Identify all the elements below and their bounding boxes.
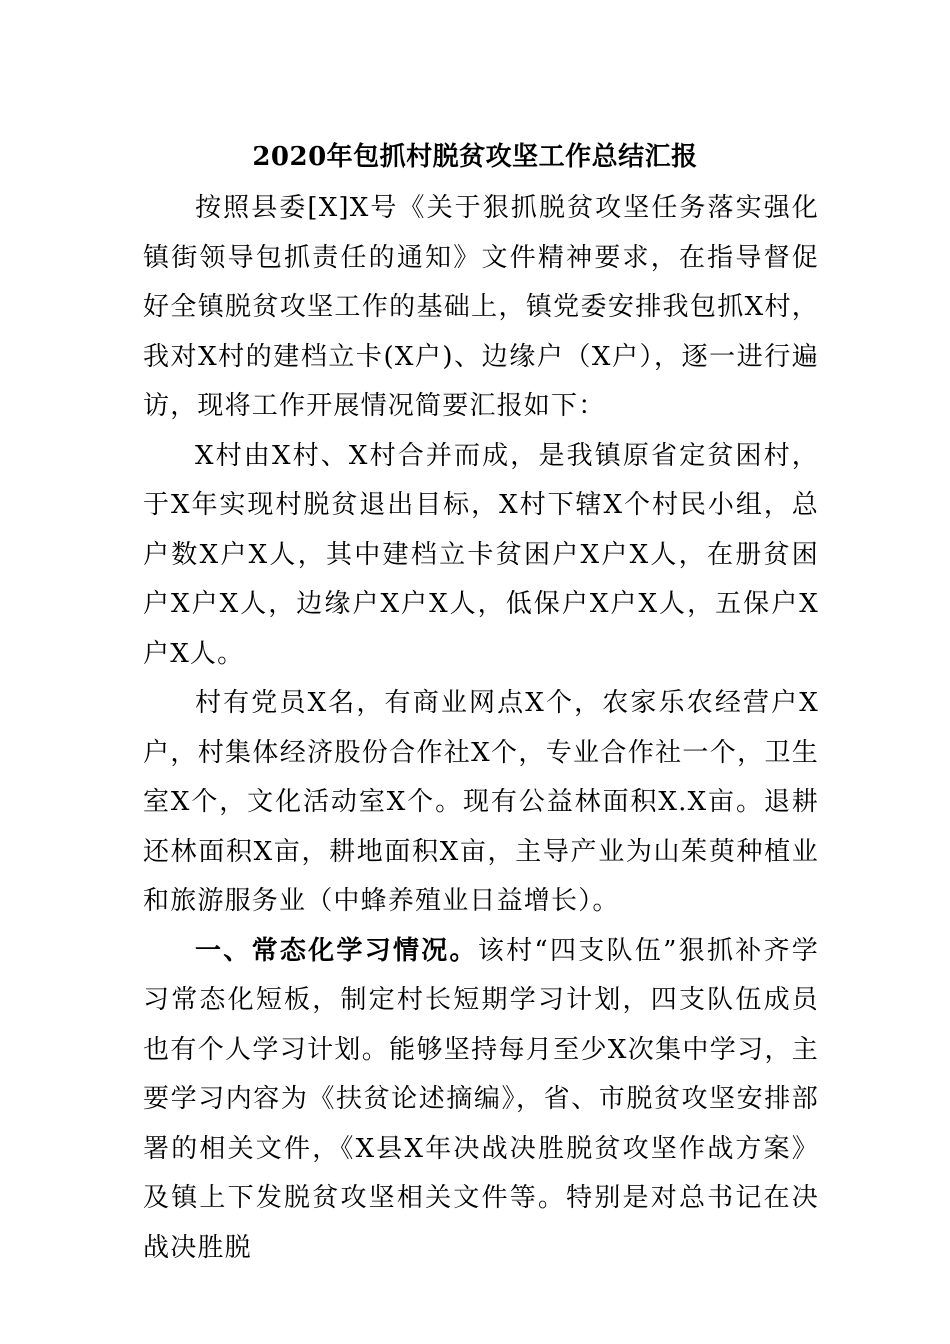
paragraph-text: 按照县委[X]X号《关于狠抓脱贫攻坚任务落实强化镇街领导包抓责任的通知》文件精神要求，在指导督促好全镇脱贫攻坚工作的基础上，镇党委安排我包抓X村，我对X村的建档立卡(X户)、边缘户（X户），逐一进行遍访，现将工作开展情况简要汇报如下： <box>143 193 819 421</box>
paragraph-text: X村由X村、X村合并而成，是我镇原省定贫困村，于X年实现村脱贫退出目标，X村下辖X个村民小组，总户数X户X人，其中建档立卡贫困户X户X人，在册贫困户X户X人，边缘户X户X人，低保户X户X人，五保户X户X人。 <box>143 440 819 669</box>
paragraph-intro <box>143 184 819 432</box>
document-title: 2020年包抓村脱贫攻坚工作总结汇报 <box>252 142 698 172</box>
paragraph-village-resources <box>143 679 819 927</box>
document-body <box>143 184 819 1273</box>
section-heading: 一、常态化学习情况。 <box>195 935 478 966</box>
paragraph-text: 村有党员X名，有商业网点X个，农家乐农经营户X户，村集体经济股份合作社X个，专业合作社一个，卫生室X个，文化活动室X个。现有公益林面积X.X亩。退耕还林面积X亩，耕地面积X亩，主导产业为山茱萸种植业和旅游服务业（中蜂养殖业日益增长）。 <box>143 688 819 916</box>
paragraph-section-1 <box>143 927 819 1274</box>
paragraph-text: 该村“四支队伍”狠抓补齐学习常态化短板，制定村长短期学习计划，四支队伍成员也有个人学习计划。能够坚持每月至少X次集中学习，主要学习内容为《扶贫论述摘编》，省、市脱贫攻坚安排部署的相关文件，《X县X年决战决胜脱贫攻坚作战方案》及镇上下发脱贫攻坚相关文件等。特别是对总书记在决战决胜脱 <box>143 935 819 1263</box>
paragraph-village-overview <box>143 432 819 680</box>
